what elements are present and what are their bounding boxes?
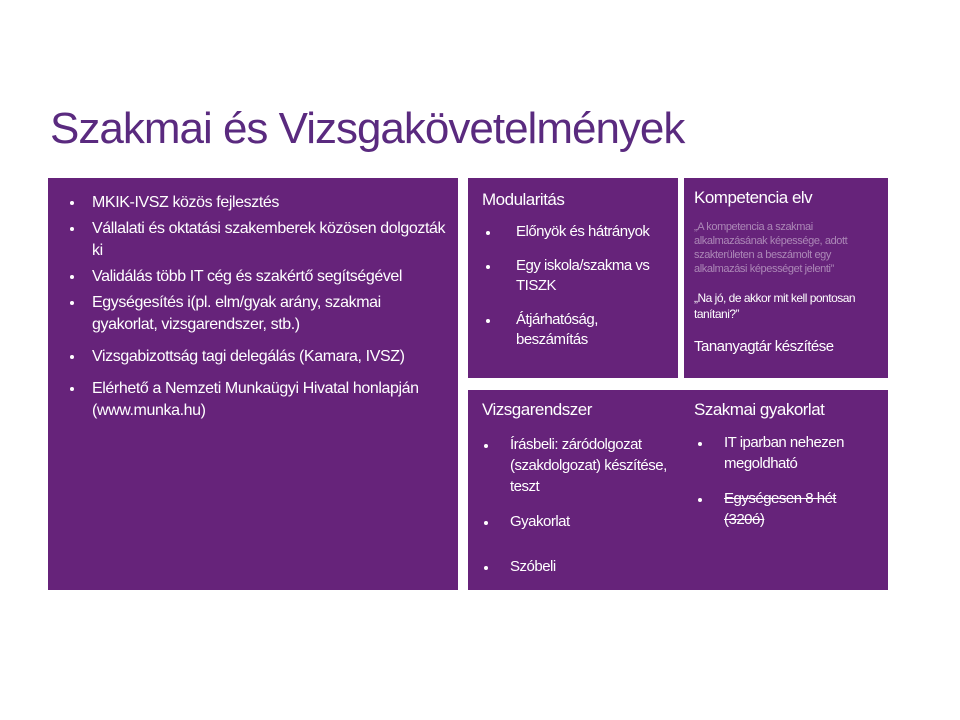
- list-item: Validálás több IT cég és szakértő segítségével: [58, 266, 448, 288]
- list-item: Egy iskola/szakma vs TISZK: [482, 256, 664, 296]
- main-bullet-list: [58, 192, 448, 422]
- kompetencia-footer: Tananyagtár készítése: [694, 338, 834, 355]
- list-item: MKIK-IVSZ közös fejlesztés: [58, 192, 448, 214]
- list-item: Gyakorlat: [482, 511, 672, 532]
- list-item: Egységesen 8 hét (320ó): [694, 488, 878, 530]
- slide-title: Szakmai és Vizsgakövetelmények: [50, 104, 685, 153]
- szakmai-gyakorlat-list: [694, 432, 878, 530]
- list-item: Átjárhatóság, beszámítás: [482, 310, 664, 350]
- list-item: Előnyök és hátrányok: [482, 222, 664, 242]
- kompetencia-heading: Kompetencia elv: [694, 188, 813, 207]
- list-item: Elérhető a Nemzeti Munkaügyi Hivatal honlapján (www.munka.hu): [58, 378, 448, 422]
- kompetencia-faint-quote: „A kompetencia a szakmai alkalmazásának képessége, adott szakterületen a beszámolt egy alkalmazási képességet jelenti”: [694, 221, 848, 275]
- list-item: Szóbeli: [482, 556, 672, 577]
- list-item: Egységesítés i(pl. elm/gyak arány, szakmai gyakorlat, vizsgarendszer, stb.): [58, 292, 448, 336]
- list-item: Vizsgabizottság tagi delegálás (Kamara, IVSZ): [58, 346, 448, 368]
- list-item: IT iparban nehezen megoldható: [694, 432, 878, 474]
- modularitas-list: [482, 222, 664, 350]
- modularitas-tile: [468, 178, 678, 378]
- vizsgarendszer-list: [482, 434, 672, 591]
- list-item: Írásbeli: záródolgozat (szakdolgozat) készítése, teszt: [482, 434, 672, 497]
- modularitas-heading: Modularitás: [482, 190, 565, 209]
- main-tile: [48, 178, 458, 590]
- list-item: Vállalati és oktatási szakemberek közösen dolgozták ki: [58, 218, 448, 262]
- szakmai-gyakorlat-heading: Szakmai gyakorlat: [694, 400, 825, 419]
- vizsgarendszer-heading: Vizsgarendszer: [482, 400, 592, 419]
- kompetencia-quote: „Na jó, de akkor mit kell pontosan tanítani?”: [694, 291, 856, 321]
- kompetencia-tile: [684, 178, 888, 378]
- szakmai-gyakorlat-tile: [684, 390, 888, 590]
